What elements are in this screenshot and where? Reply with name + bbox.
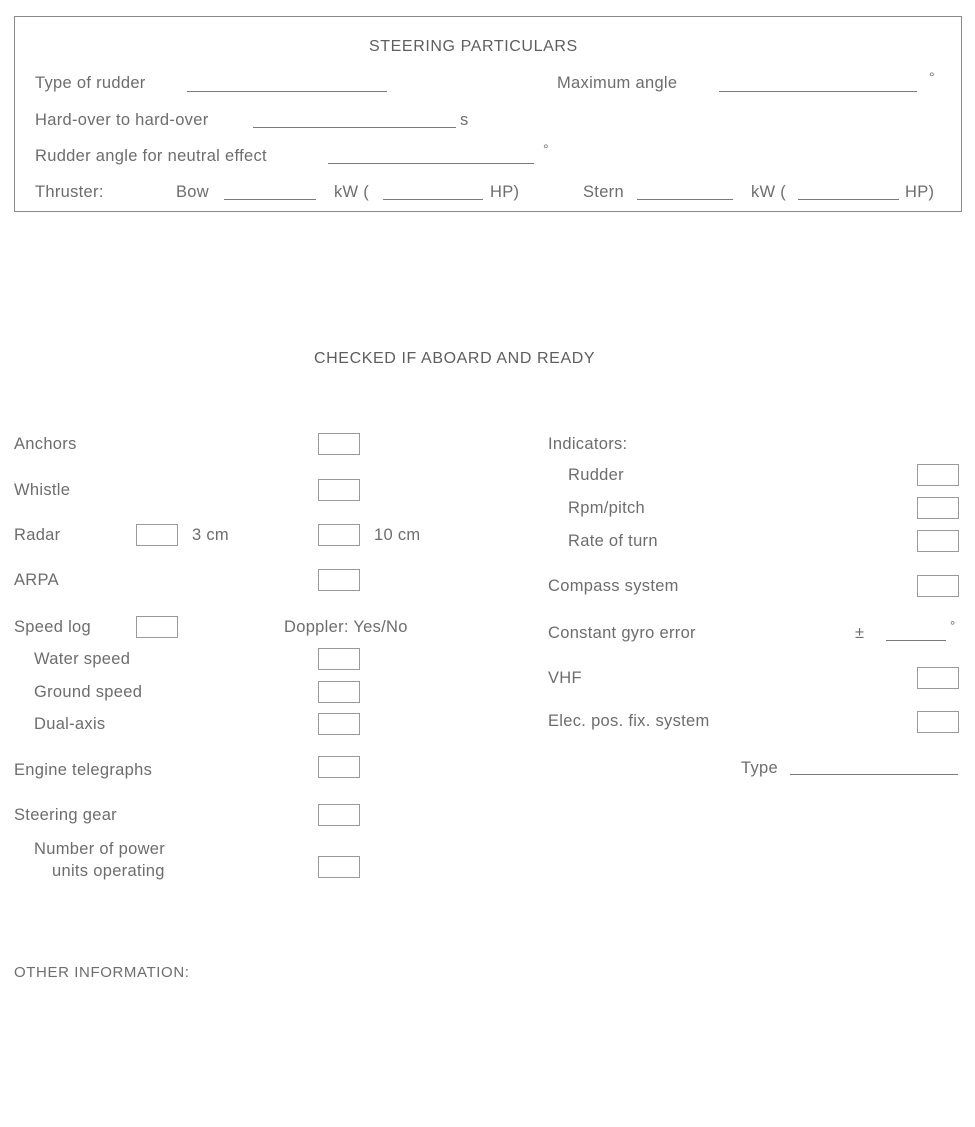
vhf-label: VHF [548, 669, 582, 687]
dual-axis-checkbox[interactable] [318, 713, 360, 735]
type-field[interactable] [790, 774, 958, 775]
gyro-error-label: Constant gyro error [548, 624, 696, 642]
thruster-label: Thruster: [35, 183, 104, 201]
radar-label: Radar [14, 526, 61, 544]
radar-3cm-checkbox[interactable] [136, 524, 178, 546]
steering-particulars-title: STEERING PARTICULARS [369, 38, 578, 55]
whistle-label: Whistle [14, 481, 71, 499]
radar-3cm-label: 3 cm [192, 526, 229, 544]
radar-10cm-label: 10 cm [374, 526, 421, 544]
type-of-rudder-field[interactable] [187, 91, 387, 92]
type-of-rudder-label: Type of rudder [35, 74, 146, 92]
compass-system-label: Compass system [548, 577, 679, 595]
compass-system-checkbox[interactable] [917, 575, 959, 597]
type-label: Type [741, 759, 778, 777]
rudder-indicator-label: Rudder [568, 466, 624, 484]
bow-kw-field[interactable] [224, 199, 316, 200]
power-units-label-2: units operating [52, 862, 165, 880]
maximum-angle-degree: ° [929, 69, 935, 85]
steering-gear-checkbox[interactable] [318, 804, 360, 826]
checklist-title: CHECKED IF ABOARD AND READY [314, 350, 596, 367]
doppler-label: Doppler: Yes/No [284, 618, 408, 636]
neutral-angle-label: Rudder angle for neutral effect [35, 147, 267, 165]
ground-speed-checkbox[interactable] [318, 681, 360, 703]
water-speed-checkbox[interactable] [318, 648, 360, 670]
anchors-checkbox[interactable] [318, 433, 360, 455]
vhf-checkbox[interactable] [917, 667, 959, 689]
ground-speed-label: Ground speed [34, 683, 143, 701]
bow-hp-field[interactable] [383, 199, 483, 200]
hard-over-unit: s [460, 111, 469, 129]
steering-gear-label: Steering gear [14, 806, 117, 824]
stern-hp-field[interactable] [798, 199, 899, 200]
hard-over-field[interactable] [253, 127, 456, 128]
gyro-error-field[interactable] [886, 640, 946, 641]
speed-log-checkbox[interactable] [136, 616, 178, 638]
rpm-pitch-label: Rpm/pitch [568, 499, 645, 517]
indicators-label: Indicators: [548, 435, 628, 453]
radar-10cm-checkbox[interactable] [318, 524, 360, 546]
anchors-label: Anchors [14, 435, 77, 453]
gyro-error-plus-minus: ± [855, 624, 865, 642]
power-units-checkbox[interactable] [318, 856, 360, 878]
elec-pos-fix-checkbox[interactable] [917, 711, 959, 733]
maximum-angle-label: Maximum angle [557, 74, 678, 92]
rate-of-turn-checkbox[interactable] [917, 530, 959, 552]
maximum-angle-field[interactable] [719, 91, 917, 92]
engine-telegraphs-label: Engine telegraphs [14, 761, 153, 779]
elec-pos-fix-label: Elec. pos. fix. system [548, 712, 710, 730]
hard-over-label: Hard-over to hard-over [35, 111, 209, 129]
bow-hp-unit: HP) [490, 183, 520, 201]
bow-kw-unit: kW ( [334, 183, 370, 201]
water-speed-label: Water speed [34, 650, 131, 668]
neutral-angle-degree: ° [543, 141, 549, 157]
dual-axis-label: Dual-axis [34, 715, 106, 733]
other-information-label: OTHER INFORMATION: [14, 964, 190, 981]
rpm-pitch-checkbox[interactable] [917, 497, 959, 519]
rudder-indicator-checkbox[interactable] [917, 464, 959, 486]
speed-log-label: Speed log [14, 618, 92, 636]
bow-label: Bow [176, 183, 209, 201]
stern-label: Stern [583, 183, 624, 201]
engine-telegraphs-checkbox[interactable] [318, 756, 360, 778]
neutral-angle-field[interactable] [328, 163, 534, 164]
arpa-checkbox[interactable] [318, 569, 360, 591]
rate-of-turn-label: Rate of turn [568, 532, 658, 550]
gyro-error-degree: ° [950, 618, 956, 633]
stern-kw-unit: kW ( [751, 183, 787, 201]
stern-kw-field[interactable] [637, 199, 733, 200]
whistle-checkbox[interactable] [318, 479, 360, 501]
power-units-label-1: Number of power [34, 840, 166, 858]
arpa-label: ARPA [14, 571, 59, 589]
stern-hp-unit: HP) [905, 183, 935, 201]
